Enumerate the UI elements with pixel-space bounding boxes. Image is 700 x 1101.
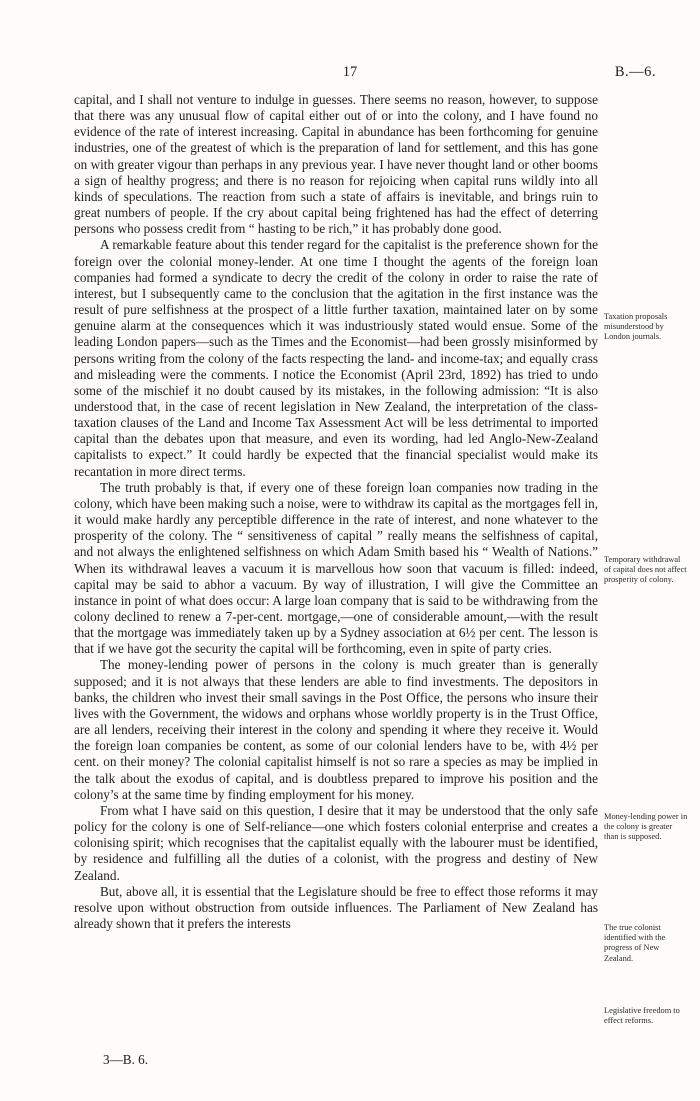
paragraph: From what I have said on this question, I desire that it may be understood that the only safe policy for the colony is one of Self-reliance—one which fosters colonial enterprise and creates a colonising spirit; which recognises that the capitalist equally with the labourer must be identified, by residence and fulfilling all the duties of a colonist, with the progress and destiny of New Zealand. xyxy=(74,802,598,883)
signature-mark: 3—B. 6. xyxy=(103,1052,149,1067)
margin-note: Money-lending power in the colony is greater than is supposed. xyxy=(604,812,688,842)
paragraph: A remarkable feature about this tender regard for the capitalist is the preference shown for the foreign over the colonial money-lender. At one time I thought the agents of the foreign loan companies had formed a syndicate to decry the credit of the colony in order to raise the rate of interest, but I subsequently came to the conclusion that the agitation in the first instance was the result of pure selfishness at the prospect of a little further taxation, maintained later on by some genuine alarm at the consequences which it was industriously stated would ensue. Some of the leading London papers—such as the Times and the Economist—had been grossly misinformed by persons writing from the colony of the facts respecting the land- and income-tax; and equally crass and misleading were the comments. I notice the Economist (April 23rd, 1892) has tried to undo some of the mischief it no doubt caused by its mistakes, in the following admission: “It is also understood that, in the case of recent legislation in New Zealand, the interpretation of the class-taxation clauses of the Land and Income Tax Assessment Act will be less detrimental to imported capital than the debates upon that measure, and even its wording, had led Anglo-New-Zealand capitalists to expect.” It could hardly be expected that the financial specialist would make its recantation in more direct terms. xyxy=(74,237,598,479)
margin-note: Taxation proposals misunderstood by London journals. xyxy=(604,312,668,342)
page-number: 17 xyxy=(342,64,358,80)
body-text xyxy=(74,92,598,932)
paragraph: But, above all, it is essential that the Legislature should be free to effect those reforms it may resolve upon without obstruction from outside influences. The Parliament of New Zealand has already shown that it prefers the interests xyxy=(74,883,598,931)
document-reference: B.—6. xyxy=(614,64,656,80)
paragraph: The truth probably is that, if every one of these foreign loan companies now trading in the colony, which have been making such a noise, were to withdraw its capital as the mortgages fell in, it would make hardly any perceptible difference in the rate of interest, and none whatever to the prosperity of the colony. The “ sensitiveness of capital ” really means the selfishness of capital, and not always the enlightened selfishness on which Adam Smith based his “ Wealth of Nations.” When its withdrawal leaves a vacuum it is marvellous how soon that vacuum is filled: indeed, capital may be said to abhor a vacuum. By way of illustration, I will give the Committee an instance in point of what does occur: A large loan company that is said to be withdrawing from the colony declined to renew a 7-per-cent. mortgage,—one of considerable amount,—with the result that the mortgage was immediately taken up by a Sydney association at 6½ per cent. The lesson is that if we have got the security the capital will be forthcoming, even in spite of party cries. xyxy=(74,479,598,657)
paragraph: The money-lending power of persons in the colony is much greater than is generally supposed; and it is not always that these lenders are able to find investments. The depositors in banks, the children who invest their small savings in the Post Office, the persons who insure their lives with the Government, the widows and orphans whose worldly property is in the Trust Office, are all lenders, receiving their interest in the colony and spending it where they receive it. Would the foreign loan companies be content, as some of our colonial lenders have to be, with 4½ per cent. on their money? The colonial capitalist himself is not so rare a species as may be implied in the talk about the exodus of capital, and is doubtless prepared to improve his position and the colony’s at the same time by finding employment for his money. xyxy=(74,657,598,802)
paragraph: capital, and I shall not venture to indulge in guesses. There seems no reason, however, to suppose that there was any unusual flow of capital either out of or into the colony, and I have found no evidence of the rate of interest increasing. Capital in abundance has been forthcoming for genuine industries, one of the greatest of which is the preparation of land for settlement, and this has gone on with greater vigour than perhaps in any previous year. I have never thought land or other booms a sign of healthy progress; and there is no reason for rejoicing when capital runs wildly into all kinds of speculations. The reaction from such a state of affairs is inevitable, and brings ruin to great numbers of people. If the cry about capital being frightened has had the effect of deterring persons who possess credit from “ hasting to be rich,” it has probably done good. xyxy=(74,92,598,237)
margin-note: The true colonist identified with the progress of New Zealand. xyxy=(604,923,666,963)
margin-note: Temporary withdrawal of capital does not affect prosperity of colony. xyxy=(604,555,687,585)
margin-note: Legislative freedom to effect reforms. xyxy=(604,1006,680,1026)
